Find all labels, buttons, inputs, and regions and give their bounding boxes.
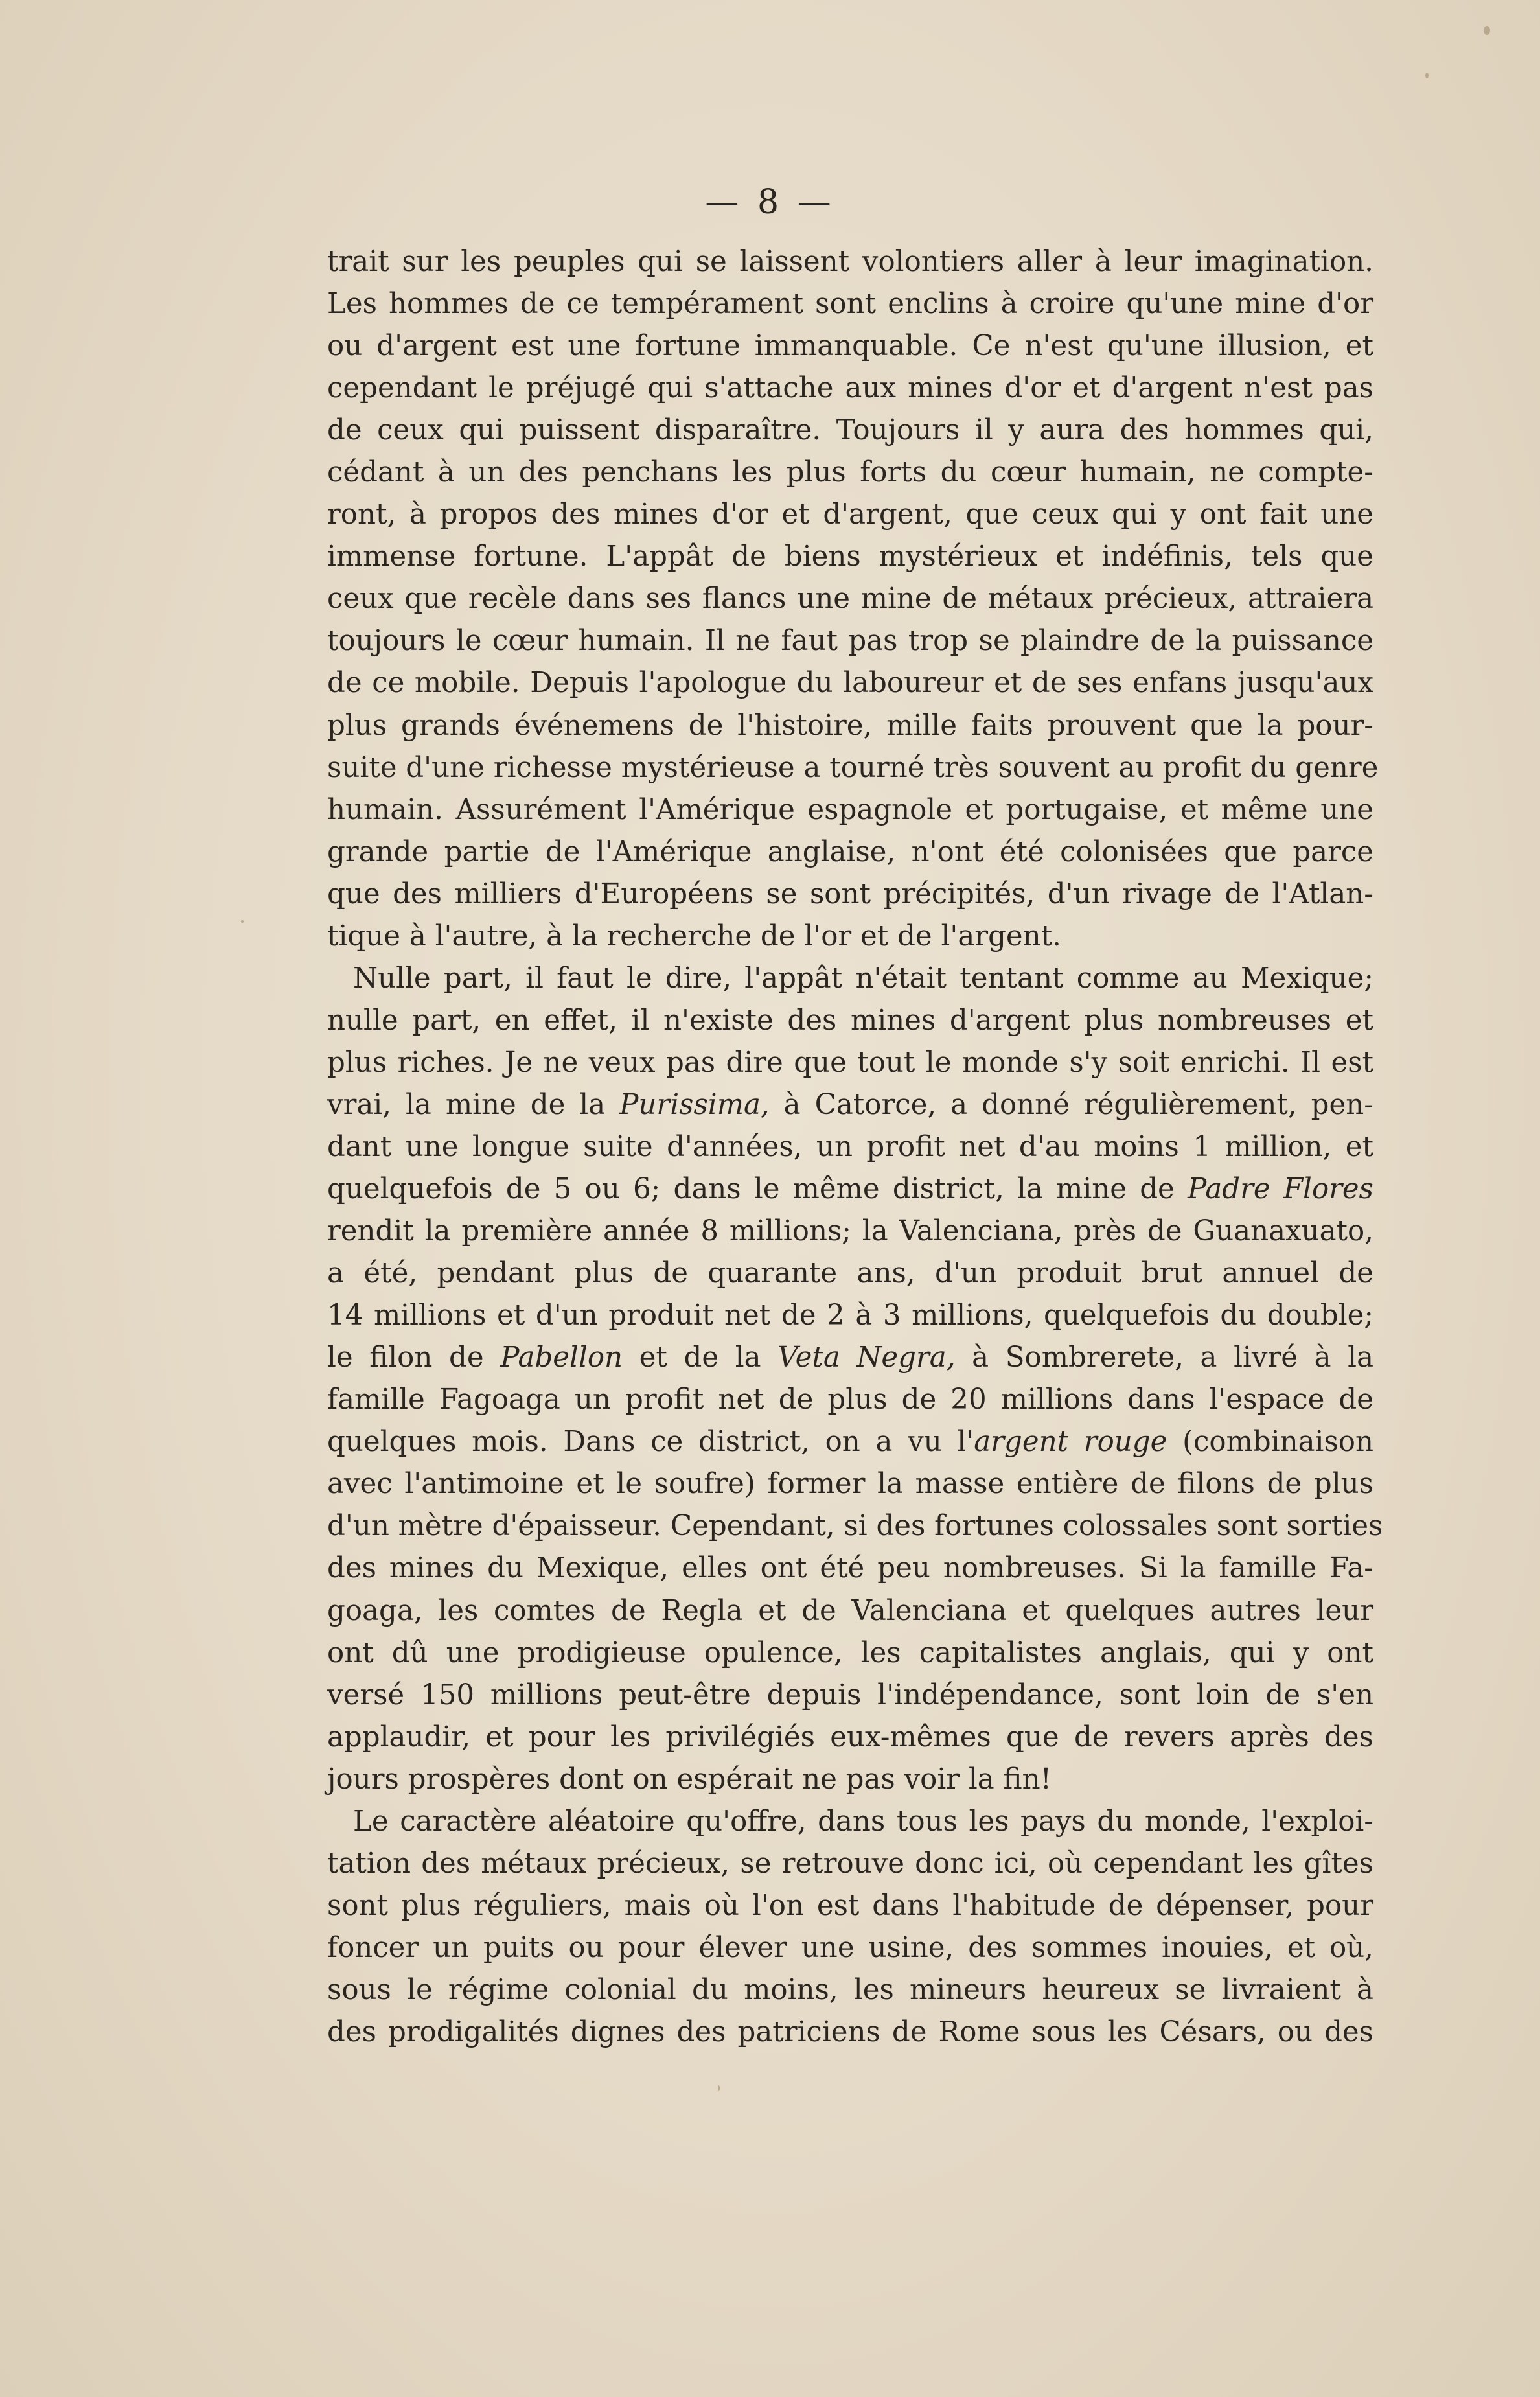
text-line: ont dû une prodigieuse opulence, les capitalistes anglais, qui y ont: [327, 1636, 1373, 1669]
text-line: tique à l'autre, à la recherche de l'or et de l'argent.: [327, 920, 1061, 953]
text-line: avec l'antimoine et le soufre) former la masse entière de filons de plus: [327, 1468, 1373, 1501]
text-line: a été, pendant plus de quarante ans, d'un produit brut annuel de: [327, 1257, 1373, 1290]
text-line: tation des métaux précieux, se retrouve donc ici, où cependant les gîtes: [327, 1847, 1373, 1880]
text-line: ou d'argent est une fortune immanquable. Ce n'est qu'une illusion, et: [327, 330, 1373, 363]
body-text: [327, 241, 1383, 2054]
paper-speck: [1425, 73, 1429, 78]
text-line: cédant à un des penchans les plus forts du cœur humain, ne compte-: [327, 456, 1373, 489]
paper-speck: [1484, 26, 1490, 35]
text-line: jours prospères dont on espérait ne pas voir la fin!: [327, 1763, 1052, 1796]
text-line: ceux que recèle dans ses flancs une mine de métaux précieux, attraiera: [327, 583, 1373, 616]
text-line: vrai, la mine de la Purissima, à Catorce, a donné régulièrement, pen-: [327, 1088, 1373, 1121]
text-line: sont plus réguliers, mais où l'on est dans l'habitude de dépenser, pour: [327, 1889, 1373, 1922]
text-line: Nulle part, il faut le dire, l'appât n'était tentant comme au Mexique;: [353, 962, 1373, 995]
text-line: nulle part, en effet, il n'existe des mines d'argent plus nombreuses et: [327, 1004, 1373, 1037]
text-line: humain. Assurément l'Amérique espagnole et portugaise, et même une: [327, 793, 1373, 826]
text-line: foncer un puits ou pour élever une usine, des sommes inouies, et où,: [327, 1931, 1373, 1964]
text-line: versé 150 millions peut-être depuis l'indépendance, sont loin de s'en: [327, 1678, 1373, 1711]
text-line: Les hommes de ce tempérament sont enclins à croire qu'une mine d'or: [327, 288, 1373, 321]
text-line: quelquefois de 5 ou 6; dans le même district, la mine de Padre Flores: [327, 1173, 1374, 1206]
text-line: des mines du Mexique, elles ont été peu nombreuses. Si la famille Fa-: [327, 1552, 1373, 1585]
text-line: goaga, les comtes de Regla et de Valenciana et quelques autres leur: [327, 1594, 1373, 1627]
text-line: plus riches. Je ne veux pas dire que tout le monde s'y soit enrichi. Il est: [327, 1046, 1373, 1079]
text-line: famille Fagoaga un profit net de plus de 20 millions dans l'espace de: [327, 1384, 1373, 1417]
paragraph: [327, 958, 1383, 1801]
paragraph: [327, 1801, 1373, 2054]
paragraph: [327, 241, 1379, 958]
text-line: suite d'une richesse mystérieuse a tourné très souvent au profit du genre: [327, 751, 1379, 784]
text-line: applaudir, et pour les privilégiés eux-mêmes que de revers après des: [327, 1720, 1373, 1754]
paper-speck: [241, 920, 244, 923]
text-line: immense fortune. L'appât de biens mystérieux et indéfinis, tels que: [327, 540, 1373, 573]
text-line: le filon de Pabellon et de la Veta Negra, à Sombrerete, a livré à la: [327, 1341, 1374, 1374]
text-line: dant une longue suite d'années, un profit net d'au moins 1 million, et: [327, 1130, 1373, 1163]
text-line: d'un mètre d'épaisseur. Cependant, si des fortunes colossales sont sorties: [327, 1510, 1383, 1543]
text-line: toujours le cœur humain. Il ne faut pas trop se plaindre de la puissance: [327, 625, 1373, 658]
text-line: grande partie de l'Amérique anglaise, n'ont été colonisées que parce: [327, 835, 1373, 868]
text-line: trait sur les peuples qui se laissent volontiers aller à leur imagination.: [327, 246, 1373, 278]
text-line: des prodigalités dignes des patriciens de Rome sous les Césars, ou des: [327, 2015, 1373, 2048]
text-line: rendit la première année 8 millions; la Valenciana, près de Guanaxuato,: [327, 1215, 1373, 1248]
paper-speck: [718, 2085, 720, 2091]
text-line: ront, à propos des mines d'or et d'argent, que ceux qui y ont fait une: [327, 498, 1373, 531]
text-line: plus grands événemens de l'histoire, mille faits prouvent que la pour-: [327, 709, 1373, 742]
text-line: de ceux qui puissent disparaître. Toujours il y aura des hommes qui,: [327, 414, 1373, 447]
page-number: — 8 —: [705, 183, 835, 222]
text-line: que des milliers d'Européens se sont précipités, d'un rivage de l'Atlan-: [327, 877, 1373, 910]
text-line: cependant le préjugé qui s'attache aux mines d'or et d'argent n'est pas: [327, 372, 1373, 405]
text-line: sous le régime colonial du moins, les mineurs heureux se livraient à: [327, 1973, 1373, 2006]
text-line: de ce mobile. Depuis l'apologue du laboureur et de ses enfans jusqu'aux: [327, 667, 1373, 700]
text-line: Le caractère aléatoire qu'offre, dans tous les pays du monde, l'exploi-: [353, 1805, 1373, 1838]
text-line: 14 millions et d'un produit net de 2 à 3 millions, quelquefois du double;: [327, 1299, 1373, 1332]
text-line: quelques mois. Dans ce district, on a vu l'argent rouge (combinaison: [327, 1426, 1374, 1459]
